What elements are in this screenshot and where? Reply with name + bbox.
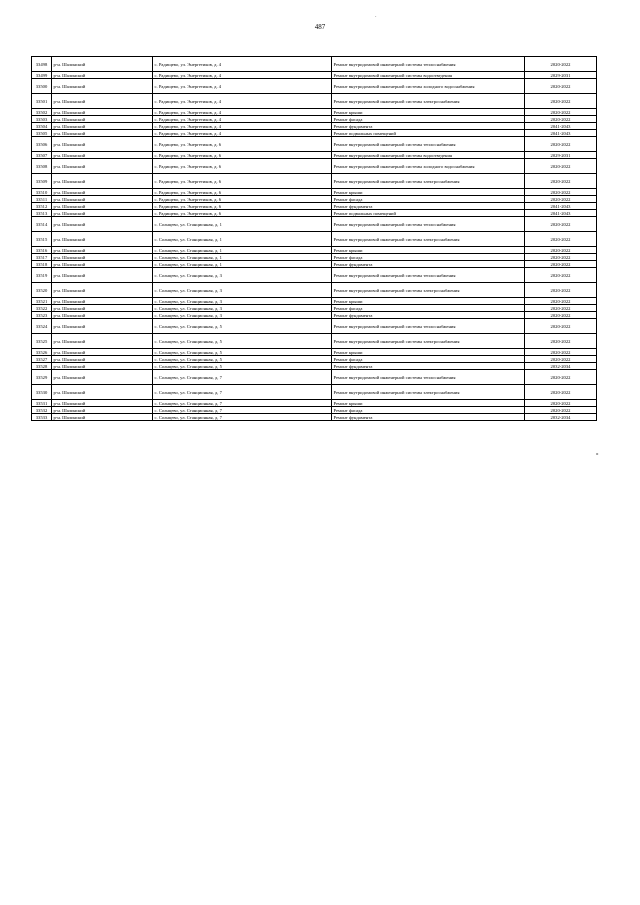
work-type-cell: Ремонт крыши — [332, 298, 525, 305]
table-row — [32, 57, 597, 72]
years-cell: 2020-2022 — [525, 109, 597, 116]
row-id-cell: 33532 — [32, 407, 52, 414]
years-cell: 2020-2022 — [525, 79, 597, 94]
table-row — [32, 283, 597, 298]
table-row — [32, 137, 597, 152]
address-cell: с. Радищево, ул. Энергетиков, д. 4 — [153, 79, 332, 94]
address-cell: с. Солнцево, ул. Станционная, д. 3 — [153, 283, 332, 298]
address-cell: с. Солнцево, ул. Станционная, д. 3 — [153, 298, 332, 305]
row-id-cell: 33527 — [32, 356, 52, 363]
row-id-cell: 33526 — [32, 349, 52, 356]
row-id-cell: 33523 — [32, 312, 52, 319]
row-id-cell: 33505 — [32, 130, 52, 137]
address-cell: с. Радищево, ул. Энергетиков, д. 4 — [153, 94, 332, 109]
district-cell: р-н. Шалинский — [52, 94, 153, 109]
row-id-cell: 33499 — [32, 72, 52, 79]
district-cell: р-н. Шалинский — [52, 123, 153, 130]
address-cell: с. Радищево, ул. Энергетиков, д. 6 — [153, 196, 332, 203]
table-row — [32, 400, 597, 407]
district-cell: р-н. Шалинский — [52, 400, 153, 407]
row-id-cell: 33503 — [32, 116, 52, 123]
work-type-cell: Ремонт внутридомовой инженерной системы теплоснабжения — [332, 57, 525, 72]
work-type-cell: Ремонт подвальных помещений — [332, 130, 525, 137]
address-cell: с. Солнцево, ул. Станционная, д. 1 — [153, 232, 332, 247]
years-cell: 2020-2022 — [525, 247, 597, 254]
row-id-cell: 33521 — [32, 298, 52, 305]
years-cell: 2020-2022 — [525, 94, 597, 109]
table-row — [32, 349, 597, 356]
row-id-cell: 33530 — [32, 385, 52, 400]
table-row — [32, 407, 597, 414]
table-row — [32, 217, 597, 232]
years-cell: 2029-2031 — [525, 152, 597, 159]
years-cell: 2020-2022 — [525, 189, 597, 196]
address-cell: с. Радищево, ул. Энергетиков, д. 4 — [153, 57, 332, 72]
district-cell: р-н. Шалинский — [52, 356, 153, 363]
work-type-cell: Ремонт фундамента — [332, 203, 525, 210]
years-cell: 2029-2031 — [525, 72, 597, 79]
row-id-cell: 33516 — [32, 247, 52, 254]
work-type-cell: Ремонт внутридомовой инженерной системы электроснабжения — [332, 283, 525, 298]
table-row — [32, 189, 597, 196]
row-id-cell: 33507 — [32, 152, 52, 159]
work-type-cell: Ремонт подвальных помещений — [332, 210, 525, 217]
district-cell: р-н. Шалинский — [52, 130, 153, 137]
row-id-cell: 33522 — [32, 305, 52, 312]
page-number: 487 — [314, 23, 326, 31]
years-cell: 2020-2022 — [525, 298, 597, 305]
work-type-cell: Ремонт крыши — [332, 247, 525, 254]
address-cell: с. Солнцево, ул. Станционная, д. 3 — [153, 305, 332, 312]
address-cell: с. Солнцево, ул. Станционная, д. 7 — [153, 370, 332, 385]
district-cell: р-н. Шалинский — [52, 370, 153, 385]
district-cell: р-н. Шалинский — [52, 109, 153, 116]
address-cell: с. Солнцево, ул. Станционная, д. 5 — [153, 319, 332, 334]
row-id-cell: 33512 — [32, 203, 52, 210]
work-type-cell: Ремонт фасада — [332, 356, 525, 363]
table-row — [32, 232, 597, 247]
district-cell: р-н. Шалинский — [52, 283, 153, 298]
row-id-cell: 33498 — [32, 57, 52, 72]
years-cell: 2041-2043 — [525, 123, 597, 130]
years-cell: 2020-2022 — [525, 261, 597, 268]
district-cell: р-н. Шалинский — [52, 203, 153, 210]
table-row — [32, 152, 597, 159]
work-type-cell: Ремонт внутридомовой инженерной системы электроснабжения — [332, 174, 525, 189]
continuation-mark: » — [596, 452, 599, 457]
table-row — [32, 254, 597, 261]
work-type-cell: Ремонт фундамента — [332, 261, 525, 268]
district-cell: р-н. Шалинский — [52, 116, 153, 123]
address-cell: с. Радищево, ул. Энергетиков, д. 6 — [153, 137, 332, 152]
table-row — [32, 305, 597, 312]
table-row — [32, 159, 597, 174]
table-row — [32, 356, 597, 363]
address-cell: с. Солнцево, ул. Станционная, д. 7 — [153, 385, 332, 400]
district-cell: р-н. Шалинский — [52, 319, 153, 334]
row-id-cell: 33528 — [32, 363, 52, 370]
address-cell: с. Солнцево, ул. Станционная, д. 5 — [153, 349, 332, 356]
row-id-cell: 33531 — [32, 400, 52, 407]
years-cell: 2020-2022 — [525, 349, 597, 356]
row-id-cell: 33506 — [32, 137, 52, 152]
work-type-cell: Ремонт фасада — [332, 254, 525, 261]
work-type-cell: Ремонт крыши — [332, 189, 525, 196]
row-id-cell: 33533 — [32, 414, 52, 421]
table-row — [32, 319, 597, 334]
work-type-cell: Ремонт крыши — [332, 349, 525, 356]
address-cell: с. Радищево, ул. Энергетиков, д. 6 — [153, 210, 332, 217]
address-cell: с. Солнцево, ул. Станционная, д. 7 — [153, 407, 332, 414]
row-id-cell: 33511 — [32, 196, 52, 203]
table-row — [32, 72, 597, 79]
district-cell: р-н. Шалинский — [52, 247, 153, 254]
district-cell: р-н. Шалинский — [52, 196, 153, 203]
row-id-cell: 33525 — [32, 334, 52, 349]
address-cell: с. Солнцево, ул. Станционная, д. 1 — [153, 254, 332, 261]
address-cell: с. Солнцево, ул. Станционная, д. 3 — [153, 312, 332, 319]
district-cell: р-н. Шалинский — [52, 137, 153, 152]
table-row — [32, 370, 597, 385]
table-row — [32, 247, 597, 254]
district-cell: р-н. Шалинский — [52, 57, 153, 72]
years-cell: 2020-2022 — [525, 370, 597, 385]
work-type-cell: Ремонт крыши — [332, 400, 525, 407]
table-row — [32, 312, 597, 319]
row-id-cell: 33519 — [32, 268, 52, 283]
work-type-cell: Ремонт внутридомовой инженерной системы теплоснабжения — [332, 370, 525, 385]
address-cell: с. Радищево, ул. Энергетиков, д. 6 — [153, 152, 332, 159]
district-cell: р-н. Шалинский — [52, 349, 153, 356]
table-row — [32, 298, 597, 305]
work-type-cell: Ремонт внутридомовой инженерной системы электроснабжения — [332, 334, 525, 349]
table-row — [32, 196, 597, 203]
table-row — [32, 109, 597, 116]
years-cell: 2020-2022 — [525, 268, 597, 283]
years-cell: 2041-2043 — [525, 210, 597, 217]
years-cell: 2020-2022 — [525, 312, 597, 319]
work-type-cell: Ремонт фундамента — [332, 363, 525, 370]
address-cell: с. Радищево, ул. Энергетиков, д. 4 — [153, 123, 332, 130]
years-cell: 2032-2034 — [525, 363, 597, 370]
years-cell: 2041-2043 — [525, 130, 597, 137]
district-cell: р-н. Шалинский — [52, 159, 153, 174]
row-id-cell: 33501 — [32, 94, 52, 109]
district-cell: р-н. Шалинский — [52, 298, 153, 305]
address-cell: с. Солнцево, ул. Станционная, д. 5 — [153, 356, 332, 363]
address-cell: с. Радищево, ул. Энергетиков, д. 6 — [153, 174, 332, 189]
address-cell: с. Радищево, ул. Энергетиков, д. 4 — [153, 72, 332, 79]
years-cell: 2020-2022 — [525, 174, 597, 189]
work-type-cell: Ремонт внутридомовой инженерной системы электроснабжения — [332, 232, 525, 247]
table-row — [32, 79, 597, 94]
years-cell: 2020-2022 — [525, 283, 597, 298]
years-cell: 2020-2022 — [525, 319, 597, 334]
table-row — [32, 261, 597, 268]
work-type-cell: Ремонт фасада — [332, 116, 525, 123]
table-row — [32, 174, 597, 189]
repair-schedule-table — [31, 56, 597, 421]
address-cell: с. Солнцево, ул. Станционная, д. 3 — [153, 268, 332, 283]
address-cell: с. Радищево, ул. Энергетиков, д. 4 — [153, 116, 332, 123]
district-cell: р-н. Шалинский — [52, 254, 153, 261]
address-cell: с. Радищево, ул. Энергетиков, д. 6 — [153, 159, 332, 174]
row-id-cell: 33518 — [32, 261, 52, 268]
years-cell: 2041-2043 — [525, 203, 597, 210]
years-cell: 2020-2022 — [525, 159, 597, 174]
district-cell: р-н. Шалинский — [52, 385, 153, 400]
table-row — [32, 334, 597, 349]
scan-tick-mark: · — [375, 15, 377, 20]
years-cell: 2032-2034 — [525, 414, 597, 421]
work-type-cell: Ремонт фундамента — [332, 312, 525, 319]
row-id-cell: 33529 — [32, 370, 52, 385]
district-cell: р-н. Шалинский — [52, 152, 153, 159]
work-type-cell: Ремонт фасада — [332, 407, 525, 414]
district-cell: р-н. Шалинский — [52, 268, 153, 283]
row-id-cell: 33514 — [32, 217, 52, 232]
row-id-cell: 33504 — [32, 123, 52, 130]
years-cell: 2020-2022 — [525, 137, 597, 152]
table-row — [32, 94, 597, 109]
district-cell: р-н. Шалинский — [52, 174, 153, 189]
row-id-cell: 33524 — [32, 319, 52, 334]
table-row — [32, 385, 597, 400]
work-type-cell: Ремонт внутридомовой инженерной системы холодного водоснабжения — [332, 159, 525, 174]
row-id-cell: 33515 — [32, 232, 52, 247]
address-cell: с. Радищево, ул. Энергетиков, д. 6 — [153, 203, 332, 210]
address-cell: с. Радищево, ул. Энергетиков, д. 4 — [153, 130, 332, 137]
years-cell: 2020-2022 — [525, 196, 597, 203]
work-type-cell: Ремонт фундамента — [332, 123, 525, 130]
years-cell: 2020-2022 — [525, 57, 597, 72]
address-cell: с. Солнцево, ул. Станционная, д. 1 — [153, 247, 332, 254]
district-cell: р-н. Шалинский — [52, 261, 153, 268]
district-cell: р-н. Шалинский — [52, 407, 153, 414]
work-type-cell: Ремонт крыши — [332, 109, 525, 116]
row-id-cell: 33500 — [32, 79, 52, 94]
row-id-cell: 33510 — [32, 189, 52, 196]
row-id-cell: 33513 — [32, 210, 52, 217]
work-type-cell: Ремонт внутридомовой инженерной системы теплоснабжения — [332, 268, 525, 283]
table-row — [32, 123, 597, 130]
years-cell: 2020-2022 — [525, 334, 597, 349]
district-cell: р-н. Шалинский — [52, 232, 153, 247]
district-cell: р-н. Шалинский — [52, 414, 153, 421]
work-type-cell: Ремонт внутридомовой инженерной системы холодного водоснабжения — [332, 79, 525, 94]
years-cell: 2020-2022 — [525, 400, 597, 407]
district-cell: р-н. Шалинский — [52, 189, 153, 196]
work-type-cell: Ремонт фасада — [332, 305, 525, 312]
address-cell: с. Солнцево, ул. Станционная, д. 1 — [153, 261, 332, 268]
years-cell: 2020-2022 — [525, 217, 597, 232]
table-row — [32, 363, 597, 370]
address-cell: с. Солнцево, ул. Станционная, д. 7 — [153, 400, 332, 407]
district-cell: р-н. Шалинский — [52, 363, 153, 370]
district-cell: р-н. Шалинский — [52, 334, 153, 349]
years-cell: 2020-2022 — [525, 385, 597, 400]
row-id-cell: 33508 — [32, 159, 52, 174]
work-type-cell: Ремонт внутридомовой инженерной системы теплоснабжения — [332, 217, 525, 232]
work-type-cell: Ремонт внутридомовой инженерной системы теплоснабжения — [332, 137, 525, 152]
work-type-cell: Ремонт фасада — [332, 196, 525, 203]
work-type-cell: Ремонт внутридомовой инженерной системы электроснабжения — [332, 385, 525, 400]
work-type-cell: Ремонт внутридомовой инженерной системы водоотведения — [332, 152, 525, 159]
years-cell: 2020-2022 — [525, 254, 597, 261]
district-cell: р-н. Шалинский — [52, 312, 153, 319]
address-cell: с. Солнцево, ул. Станционная, д. 5 — [153, 334, 332, 349]
years-cell: 2020-2022 — [525, 356, 597, 363]
district-cell: р-н. Шалинский — [52, 305, 153, 312]
district-cell: р-н. Шалинский — [52, 210, 153, 217]
district-cell: р-н. Шалинский — [52, 217, 153, 232]
work-type-cell: Ремонт внутридомовой инженерной системы водоотведения — [332, 72, 525, 79]
row-id-cell: 33509 — [32, 174, 52, 189]
table-row — [32, 203, 597, 210]
years-cell: 2020-2022 — [525, 305, 597, 312]
address-cell: с. Солнцево, ул. Станционная, д. 5 — [153, 363, 332, 370]
work-type-cell: Ремонт внутридомовой инженерной системы теплоснабжения — [332, 319, 525, 334]
table-row — [32, 116, 597, 123]
address-cell: с. Солнцево, ул. Станционная, д. 1 — [153, 217, 332, 232]
table-body — [32, 57, 597, 421]
address-cell: с. Радищево, ул. Энергетиков, д. 4 — [153, 109, 332, 116]
row-id-cell: 33520 — [32, 283, 52, 298]
address-cell: с. Солнцево, ул. Станционная, д. 7 — [153, 414, 332, 421]
district-cell: р-н. Шалинский — [52, 79, 153, 94]
row-id-cell: 33502 — [32, 109, 52, 116]
district-cell: р-н. Шалинский — [52, 72, 153, 79]
table-row — [32, 268, 597, 283]
years-cell: 2020-2022 — [525, 232, 597, 247]
table-row — [32, 210, 597, 217]
years-cell: 2020-2022 — [525, 407, 597, 414]
address-cell: с. Радищево, ул. Энергетиков, д. 6 — [153, 189, 332, 196]
table-row — [32, 130, 597, 137]
work-type-cell: Ремонт фундамента — [332, 414, 525, 421]
years-cell: 2020-2022 — [525, 116, 597, 123]
table-row — [32, 414, 597, 421]
row-id-cell: 33517 — [32, 254, 52, 261]
work-type-cell: Ремонт внутридомовой инженерной системы электроснабжения — [332, 94, 525, 109]
